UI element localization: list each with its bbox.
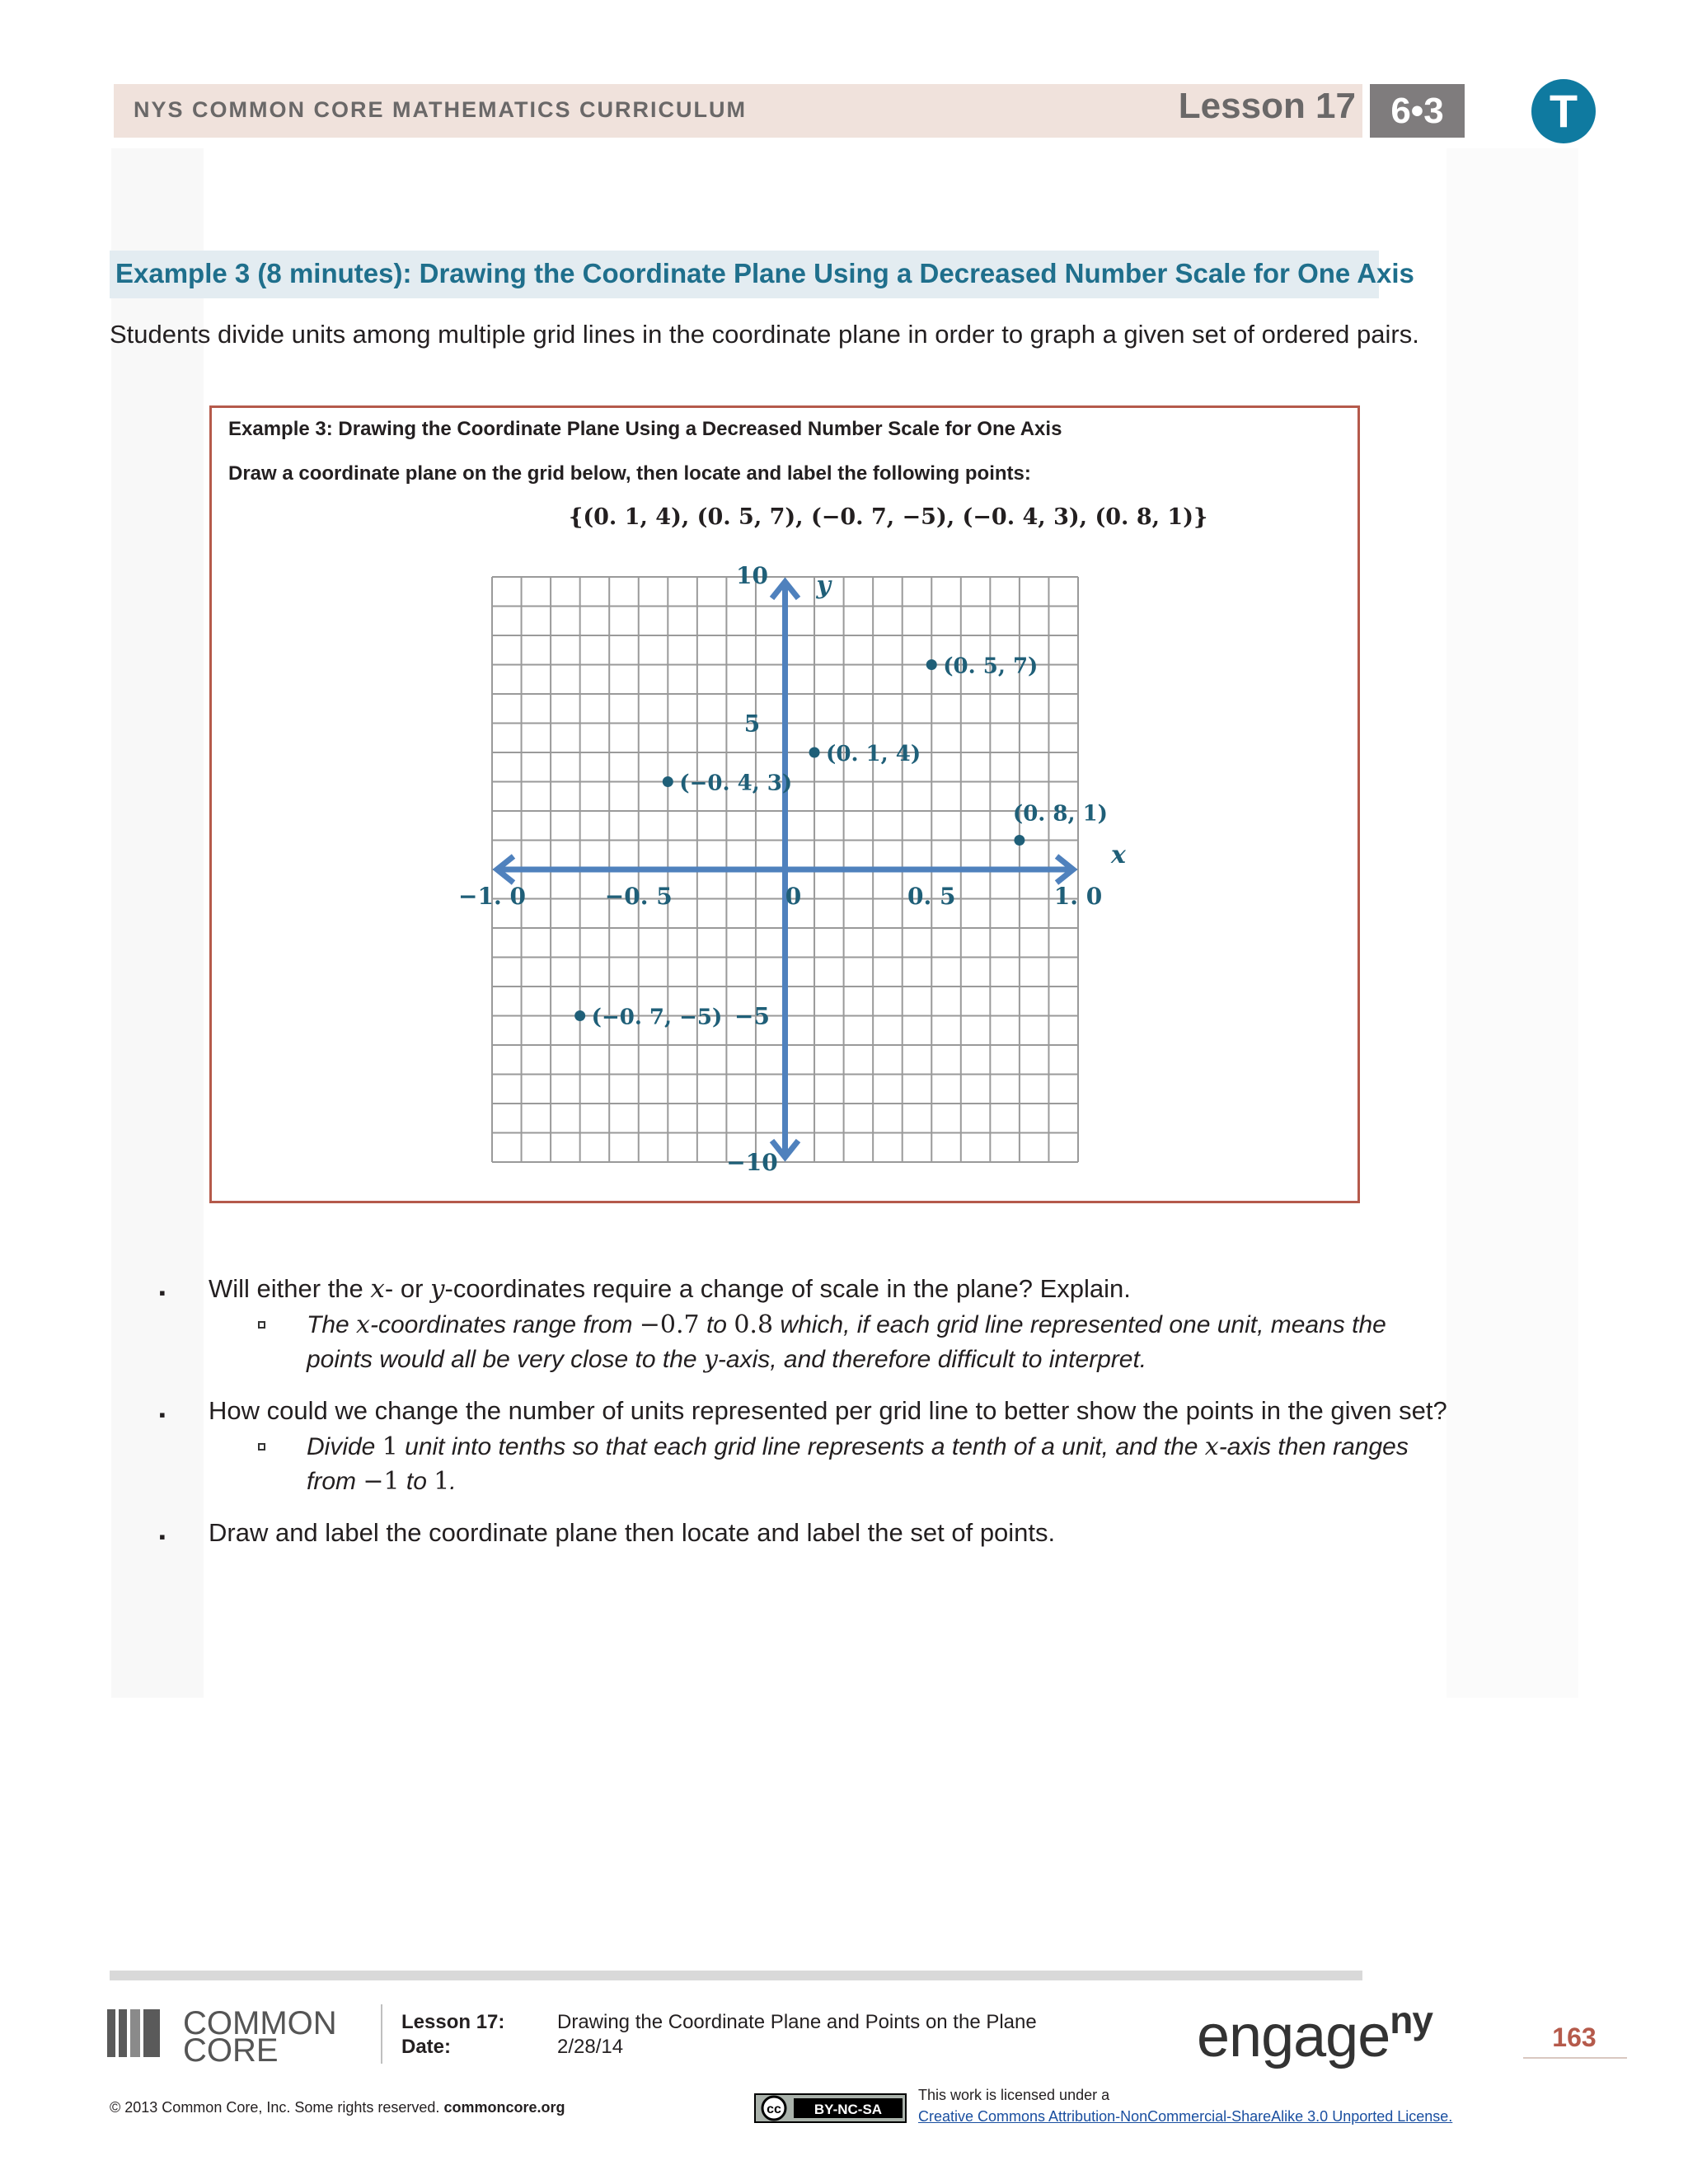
engageny-logo xyxy=(1197,1999,1432,2070)
answer-text: from xyxy=(307,1468,363,1495)
y-tick-label: 5 xyxy=(743,710,761,738)
y-tick-label: −10 xyxy=(726,1149,778,1176)
point-label: (−0. 7, −5) xyxy=(591,1005,723,1030)
footer-divider xyxy=(381,2004,382,2064)
x-tick-label: 1. 0 xyxy=(1053,883,1103,910)
answer-1-line-1 xyxy=(307,1310,1386,1339)
plotted-point xyxy=(574,1010,585,1021)
license-link[interactable]: Creative Commons Attribution-NonCommercial-ShareAlike 3.0 Unported License. xyxy=(918,2108,1453,2125)
question-2: How could we change the number of units represented per grid line to better show the points in the given set? xyxy=(209,1396,1447,1425)
math-var: x xyxy=(1204,1432,1219,1461)
x-tick-label: −1. 0 xyxy=(458,883,526,910)
copyright-site: commoncore.org xyxy=(443,2099,565,2116)
grade-module-badge: 6•3 xyxy=(1370,84,1465,138)
answer-text: -axis then ranges xyxy=(1218,1433,1409,1460)
x-tick-label: −0. 5 xyxy=(604,883,673,910)
math-var: x xyxy=(356,1310,370,1339)
plotted-point xyxy=(663,776,673,787)
copyright xyxy=(110,2099,565,2116)
logo-text-core: CORE xyxy=(183,2032,279,2069)
question-text: -coordinates require a change of scale in the plane? Explain. xyxy=(444,1274,1131,1303)
bullet: ▪ xyxy=(159,1282,166,1303)
question-3: Draw and label the coordinate plane then locate and label the set of points. xyxy=(209,1518,1056,1547)
math-var: y xyxy=(703,1345,718,1374)
math-number: −0.7 xyxy=(639,1310,700,1339)
bullet: ▪ xyxy=(159,1404,166,1425)
answer-text: -coordinates range from xyxy=(369,1311,640,1338)
example-intro: Students divide units among multiple grid lines in the coordinate plane in order to graph a given set of ordered pairs. xyxy=(110,320,1419,349)
point-label: (0. 8, 1) xyxy=(1012,801,1108,827)
plotted-point xyxy=(926,659,937,670)
answer-1-line-2 xyxy=(307,1345,1146,1374)
answer-text: to xyxy=(399,1468,434,1495)
math-var: x xyxy=(370,1274,385,1304)
box-title: Example 3: Drawing the Coordinate Plane Using a Decreased Number Scale for One Axis xyxy=(228,418,1062,440)
math-var: y xyxy=(430,1274,445,1304)
lesson-title: Lesson 17 xyxy=(1178,86,1356,126)
plotted-point xyxy=(809,748,820,758)
answer-text: to xyxy=(699,1311,734,1338)
footer-date: 2/28/14 xyxy=(557,2036,624,2058)
x-axis-label: x xyxy=(1111,841,1126,869)
answer-text: The xyxy=(307,1311,357,1338)
coordinate-plane xyxy=(445,560,1126,1187)
box-instruction: Draw a coordinate plane on the grid below, then locate and label the following points: xyxy=(228,462,1031,485)
teacher-edition-badge: T xyxy=(1531,79,1596,143)
footer-lesson-label: Lesson 17: xyxy=(401,2011,505,2033)
sub-bullet xyxy=(258,1443,265,1451)
logo-bar xyxy=(107,2009,115,2057)
footer-lesson-title: Drawing the Coordinate Plane and Points on the Plane xyxy=(557,2011,1037,2033)
footer-bar xyxy=(110,1971,1362,1980)
answer-2-line-1 xyxy=(307,1432,1409,1461)
answer-text: which, if each grid line represented one unit, means the xyxy=(773,1311,1386,1338)
plotted-points xyxy=(574,654,1108,1030)
point-label: (−0. 4, 3) xyxy=(679,771,793,796)
brand-superscript: ny xyxy=(1390,1999,1432,2041)
plotted-point xyxy=(1014,835,1025,846)
answer-text: -axis, and therefore difficult to interpret. xyxy=(717,1346,1147,1373)
license-line-1: This work is licensed under a xyxy=(918,2087,1110,2103)
cc-by-nc-sa-badge xyxy=(754,2093,907,2123)
example-heading: Example 3 (8 minutes): Drawing the Coordinate Plane Using a Decreased Number Scale for One Axis xyxy=(115,258,1414,288)
cc-badge-text: BY-NC-SA xyxy=(814,2102,883,2117)
logo-bar xyxy=(143,2009,160,2057)
left-margin-shade xyxy=(111,148,204,1698)
point-label: (0. 1, 4) xyxy=(826,742,921,766)
point-label: (0. 5, 7) xyxy=(943,654,1039,679)
question-text: Will either the xyxy=(209,1274,371,1303)
copyright-text: © 2013 Common Core, Inc. Some rights reserved. xyxy=(110,2099,444,2116)
answer-text: . xyxy=(449,1468,457,1495)
answer-text: points would all be very close to the xyxy=(307,1346,704,1373)
x-tick-label: 0 xyxy=(785,883,802,910)
y-axis-label: y xyxy=(816,571,831,600)
question-text: - or xyxy=(384,1274,431,1303)
logo-text-common: COMMON xyxy=(183,2005,337,2041)
logo-bar xyxy=(130,2009,140,2057)
bullet: ▪ xyxy=(159,1526,166,1547)
math-number: 1 xyxy=(382,1432,398,1461)
right-margin-shade xyxy=(1447,148,1578,1698)
point-set: {(0. 1, 4), (0. 5, 7), (−0. 7, −5), (−0. 4, 3), (0. 8, 1)} xyxy=(569,504,1208,530)
curriculum-title: NYS COMMON CORE MATHEMATICS CURRICULUM xyxy=(134,97,747,122)
footer-date-label: Date: xyxy=(401,2036,452,2058)
math-number: 0.8 xyxy=(734,1310,774,1339)
y-tick-label: 10 xyxy=(736,562,768,589)
y-tick-label: −5 xyxy=(734,1002,770,1030)
question-1 xyxy=(209,1274,1131,1304)
x-tick-label: 0. 5 xyxy=(907,883,956,910)
cc-mark: cc xyxy=(767,2102,781,2116)
answer-text: Divide xyxy=(307,1433,382,1460)
answer-text: unit into tenths so that each grid line represents a tenth of a unit, and the xyxy=(397,1433,1205,1460)
page-number: 163 xyxy=(1552,2022,1597,2052)
answer-2-line-2 xyxy=(307,1467,457,1496)
common-core-logo xyxy=(107,1999,371,2069)
math-number: −1 xyxy=(363,1467,400,1496)
brand-text: engage xyxy=(1197,2004,1390,2069)
math-number: 1 xyxy=(434,1467,450,1496)
logo-bar xyxy=(119,2009,127,2057)
page-number-underline xyxy=(1523,2057,1627,2059)
sub-bullet xyxy=(258,1321,265,1329)
